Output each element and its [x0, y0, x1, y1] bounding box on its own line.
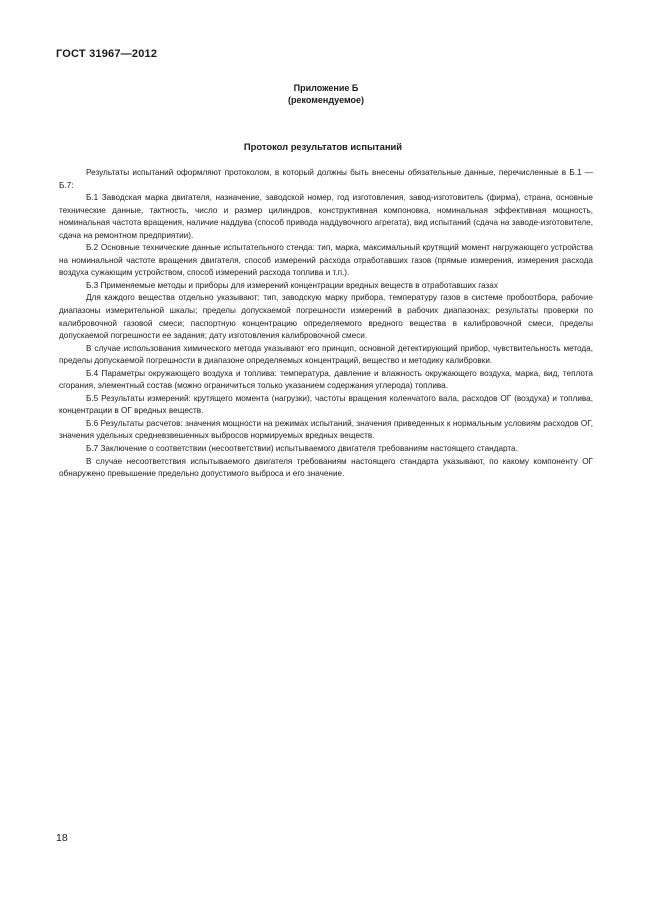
- paragraph-b1: Б.1 Заводская марка двигателя, назначение, заводской номер, год изготовления, завод-изготовитель (фирма), страна, основные технические данные, тактность, число и размер цилиндров, конструктивная компоновка, номинальная эффективная мощность, номинальная частота вращения, наличие наддува (способ привода наддувочного агрегата), вид испытаний (сдача на заводе-изготовителе, сдача на ремонтном предприятии).: [59, 193, 593, 240]
- appendix-label: Приложение Б: [293, 83, 359, 93]
- paragraph-b3: Б.3 Применяемые методы и приборы для измерений концентрации вредных веществ в отработавших газах: [86, 280, 498, 290]
- paragraph-nonconformity: В случае несоответствия испытываемого двигателя требованиям настоящего стандарта указывают, по какому компоненту ОГ обнаружено превышение предельно допустимого выброса и его значение.: [59, 456, 593, 479]
- paragraph-b4: Б.4 Параметры окружающего воздуха и топлива: температура, давление и влажность окружающего воздуха, марка, вид, теплота сгорания, элементный состав (можно ограничиться только указанием содержания углерода) топлива.: [59, 368, 593, 391]
- paragraph-b3-chemical: В случае использования химического метода указывают его принцип, основной детектирующий прибор, чувствительность метода, пределы допускаемой погрешности в диапазоне определяемых концентраций, вещество и методику калибровки.: [59, 343, 593, 366]
- paragraph-b5: Б.5 Результаты измерений: крутящего момента (нагрузки), частоты вращения коленчатого вала, расходов ОГ (воздуха) и топлива, концентрации в ОГ вредных веществ.: [59, 393, 593, 416]
- paragraph-b7: Б.7 Заключение о соответствии (несоответствии) испытываемого двигателя требованиям настоящего стандарта.: [86, 444, 518, 454]
- paragraph-intro: Результаты испытаний оформляют протоколом, в который должны быть внесены обязательные данные, перечисленные в Б.1 — Б.7:: [59, 168, 593, 190]
- page-number: 18: [56, 832, 68, 844]
- paragraph-b3-substances: Для каждого вещества отдельно указывают: тип, заводскую марку прибора, температуру газов в системе пробоотбора, рабочие диапазоны измерительной шкалы; пределы допускаемой погрешности измерений в рабочих диапазонах; результаты проверки по калибровочной газовой смеси; паспортную концентрацию определяемого вредного вещества в калибровочной смеси, пределы допускаемой погрешности ее задания; дату изготовления калибровочной смеси.: [59, 293, 593, 341]
- appendix-status: (рекомендуемое): [288, 95, 364, 105]
- section-title: Протокол результатов испытаний: [243, 141, 403, 152]
- paragraph-b6: Б.6 Результаты расчетов: значения мощности на режимах испытаний, значения приведенных к нормальным условиям расходов ОГ, значения удельных средневзвешенных выбросов нормируемых вредных веществ.: [59, 418, 593, 441]
- standard-code: ГОСТ 31967—2012: [56, 48, 158, 60]
- appendix-heading: [0, 82, 646, 106]
- body-text: [59, 167, 593, 481]
- paragraph-b2: Б.2 Основные технические данные испытательного стенда: тип, марка, максимальный крутящий момент нагружающего устройства на номинальной частоте вращения двигателя, способ измерений расхода отработавших газов (прямые измерения, измерения расхода воздуха сужающим устройством, способ измерений расхода топлива и т.п.).: [59, 243, 593, 278]
